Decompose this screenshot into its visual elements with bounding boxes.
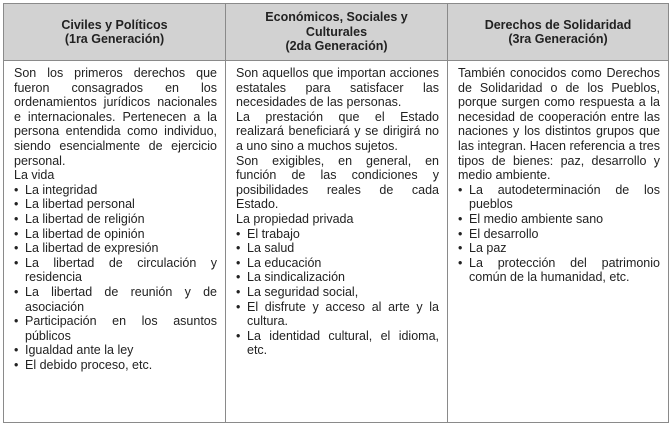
list-item: • La seguridad social, [236,285,439,300]
description-paragraph: Son exigibles, en general, en función de las condiciones y posibilidades reales de cada Estado. [236,153,439,212]
header-line: Culturales [305,24,368,39]
list-item: • La identidad cultural, el idioma, etc. [236,329,439,358]
list-item: • La educación [236,256,439,271]
list-item: • La libertad de circulación y residencia [14,256,217,285]
description-paragraph: La prestación que el Estado realizará beneficiará y se dirigirá no a uno sino a muchos sujetos. [236,109,439,153]
header-line: Derechos de Solidaridad [484,17,632,32]
header-line: Civiles y Políticos [61,17,168,32]
header-line: (2da Generación) [285,39,388,54]
cell-first-generation [4,61,226,423]
list-item: • El disfrute y acceso al arte y la cultura. [236,300,439,329]
rights-list [14,183,217,373]
list-item: • Igualdad ante la ley [14,343,217,358]
header-first-generation [4,4,226,61]
list-item: • La libertad de religión [14,212,217,227]
list-item: • El debido proceso, etc. [14,358,217,373]
right-subheading: La vida [14,168,55,183]
list-item: • La libertad personal [14,197,217,212]
list-item: • El desarrollo [458,227,660,242]
rights-list [458,183,660,285]
description-paragraph: Son los primeros derechos que fueron consagrados en los ordenamientos jurídicos nacionales e internacionales. Pertenecen a la persona entendida como individuo, siendo esencialmente de ejercicio personal. [14,66,217,168]
cell-third-generation [448,61,669,423]
list-item: • El medio ambiente sano [458,212,660,227]
header-line: (3ra Generación) [508,32,608,46]
list-item: • La libertad de expresión [14,241,217,256]
list-item: • El trabajo [236,227,439,242]
content-row [4,61,669,423]
list-item: • La sindicalización [236,270,439,285]
header-row [4,4,669,61]
right-subheading: La propiedad privada [236,211,354,226]
header-third-generation [448,4,669,61]
list-item: • La libertad de reunión y de asociación [14,285,217,314]
list-item: • La libertad de opinión [14,227,217,242]
list-item: • La integridad [14,183,217,198]
list-item: • La protección del patrimonio común de la humanidad, etc. [458,256,660,285]
header-line: (1ra Generación) [64,32,165,46]
header-line: Económicos, Sociales y [265,10,408,25]
list-item: • La autodeterminación de los pueblos [458,183,660,212]
header-second-generation [226,4,448,61]
list-item: • Participación en los asuntos públicos [14,314,217,343]
cell-second-generation [226,61,448,423]
list-item: • La paz [458,241,660,256]
description-paragraph: También conocidos como Derechos de Solidaridad o de los Pueblos, porque surgen como respuesta a la necesidad de cooperación entre las naciones y los distintos grupos que las integran. Hacen referencia a tres tipos de bienes: paz, desarrollo y medio ambiente. [458,66,660,183]
rights-generations-table [3,3,669,423]
list-item: • La salud [236,241,439,256]
description-paragraph: Son aquellos que importan acciones estatales para satisfacer las necesidades de las personas. [236,66,439,110]
rights-list [236,227,439,358]
